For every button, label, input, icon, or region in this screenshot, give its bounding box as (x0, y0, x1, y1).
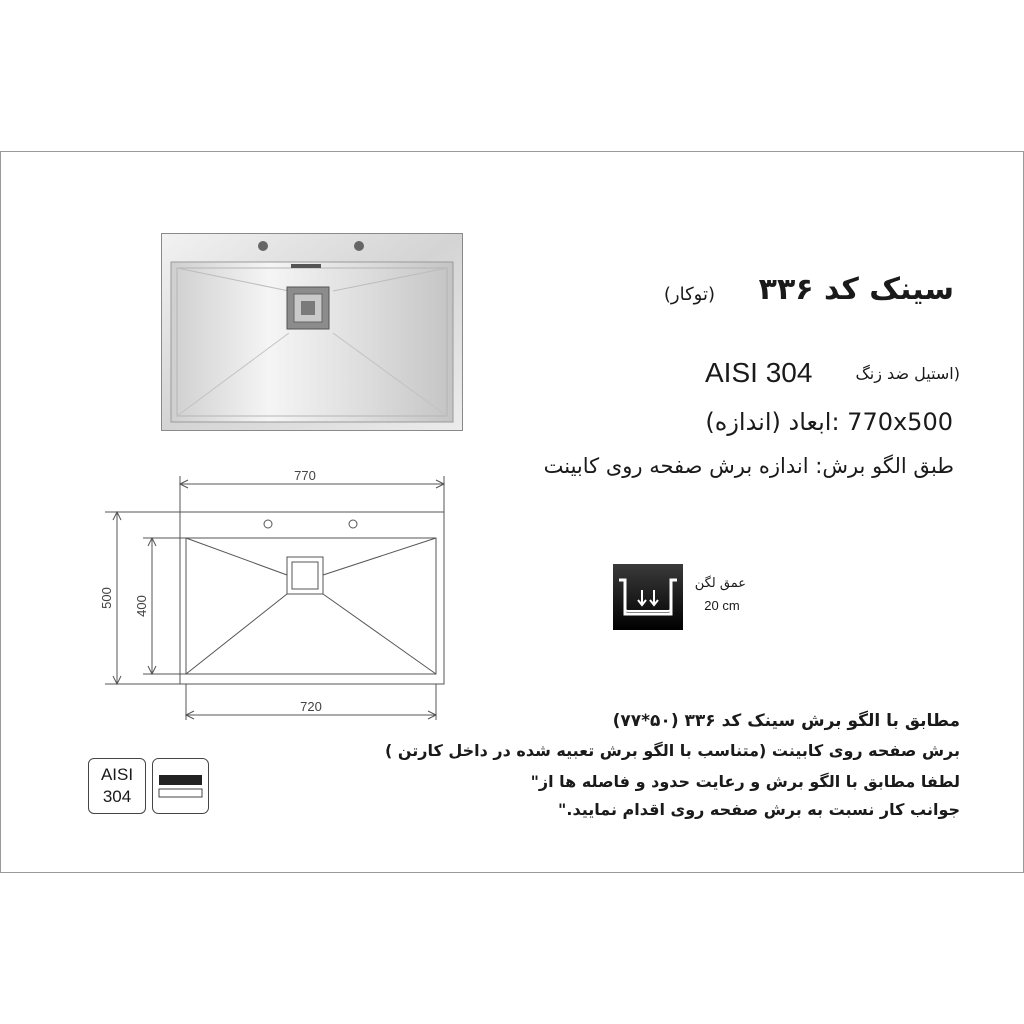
dimensions-line: 770x500 :ابعاد (اندازه) (705, 408, 953, 436)
outer-height-label: 500 (99, 587, 114, 609)
aisi-badge (88, 758, 146, 814)
material-grade: AISI 304 (705, 357, 813, 388)
product-title: سینک کد ۳۳۶ (758, 272, 954, 307)
note-line-2: برش صفحه روی کابینت (متناسب با الگو برش تعبیه شده در داخل کارتن ) (384, 741, 960, 760)
material-note: (استیل ضد زنگ (855, 364, 960, 383)
note-line-4: جوانب کار نسبت به برش صفحه روی اقدام نمایید." (558, 800, 960, 819)
inner-height-label: 400 (134, 595, 149, 617)
inset-mount-icon (152, 758, 209, 814)
depth-value: 20 cm (704, 598, 740, 613)
note-line-3: لطفا مطابق با الگو برش و رعایت حدود و فاصله ها از" (530, 772, 960, 791)
sink-photo (161, 233, 463, 431)
badge-line-2: 304 (102, 787, 132, 806)
dimension-drawing (95, 462, 455, 724)
bottom-width-label: 720 (300, 699, 322, 714)
product-subtitle: (توکار) (663, 284, 715, 305)
note-line-1: مطابق با الگو برش سینک کد ۳۳۶ (۵۰*۷۷) (612, 711, 960, 731)
cut-template-line: طبق الگو برش: اندازه برش صفحه روی کابینت (543, 454, 954, 478)
basin-depth-icon (613, 564, 683, 630)
basin-outline (186, 538, 436, 674)
depth-label: عمق لگن (694, 576, 746, 591)
badge-line-1: AISI (100, 765, 134, 784)
top-width-label: 770 (294, 468, 316, 483)
